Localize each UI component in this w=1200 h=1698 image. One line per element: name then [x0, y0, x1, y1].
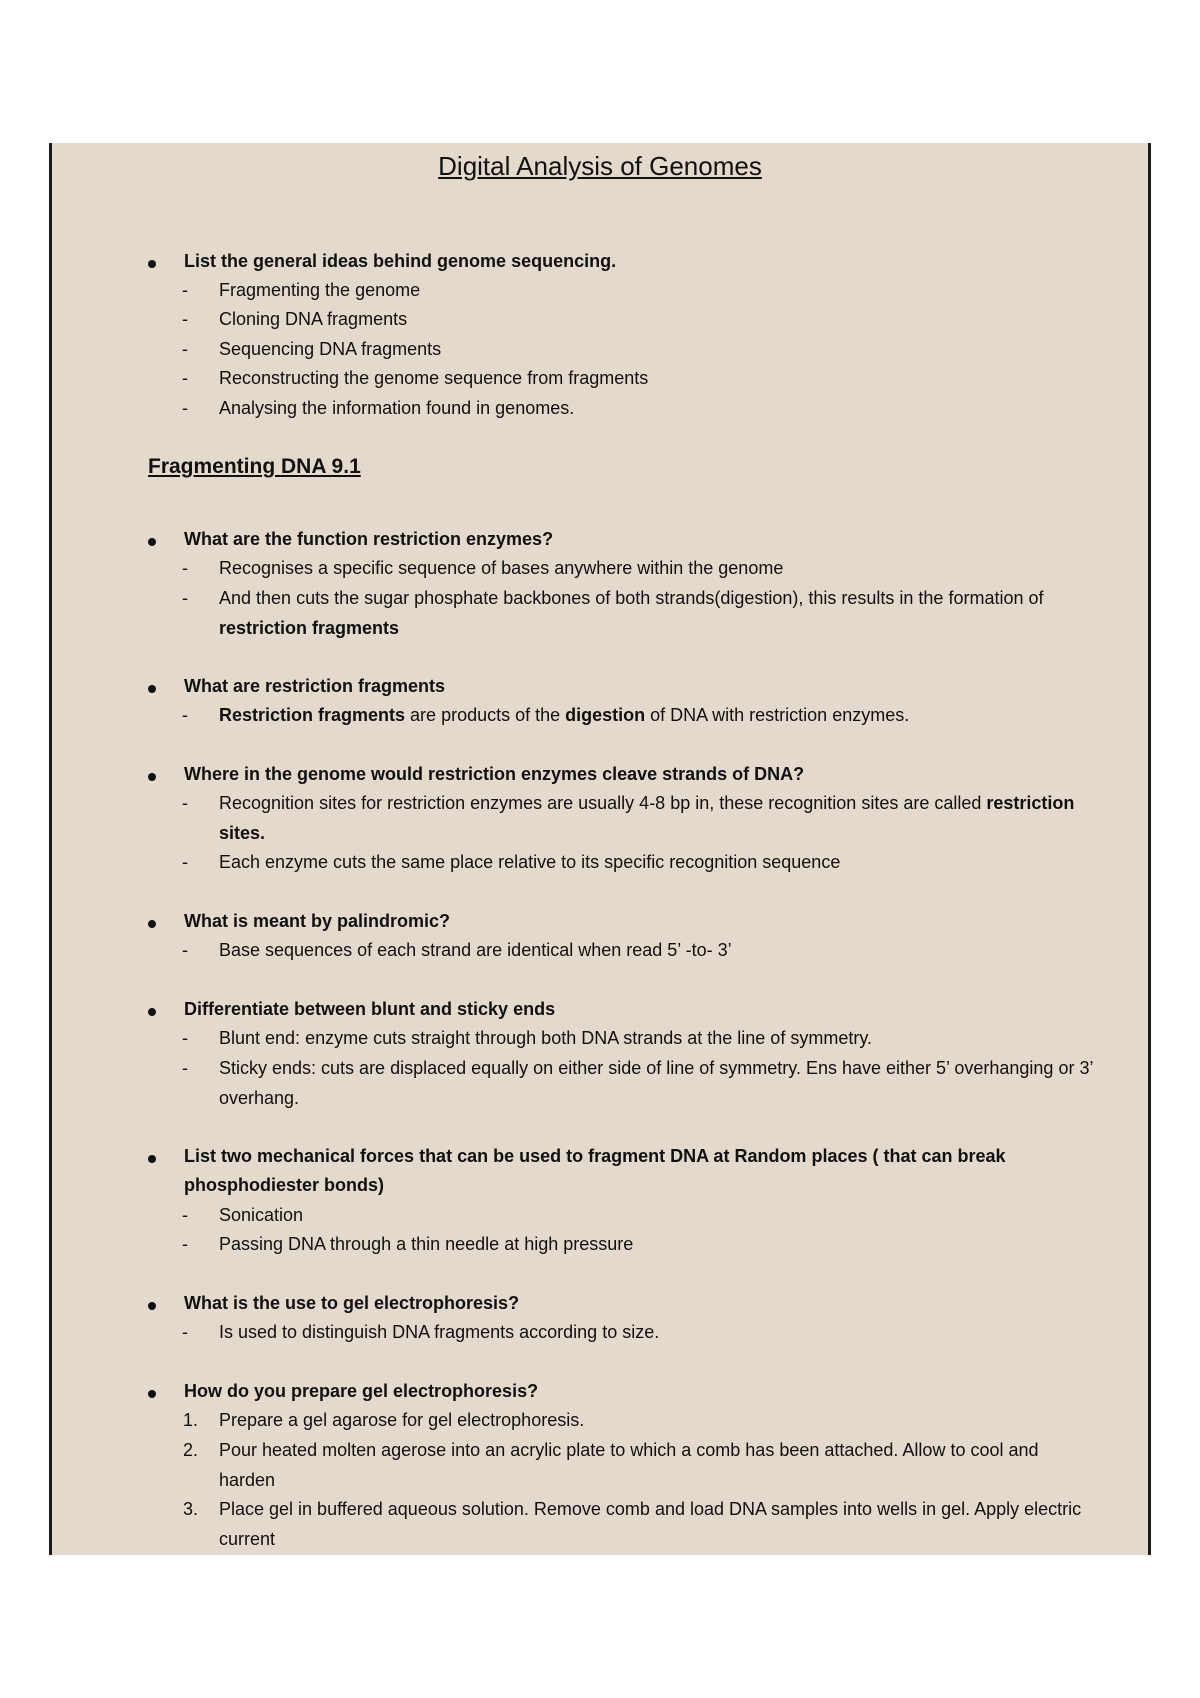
list-item: Cloning DNA fragments — [219, 309, 408, 329]
question-gel-use: What is the use to gel electrophoresis? — [184, 1293, 520, 1313]
dash-marker: - — [182, 1322, 188, 1342]
list-item: Each enzyme cuts the same place relative to its specific recognition sequence — [219, 852, 841, 872]
dash-marker: - — [182, 940, 188, 960]
text-run: of DNA with restriction enzymes. — [645, 705, 910, 725]
bullet-icon — [148, 1008, 156, 1016]
question-cleave-strands: Where in the genome would restriction enzymes cleave strands of DNA? — [184, 764, 805, 784]
step-number: 2. — [183, 1440, 199, 1460]
list-item: Reconstructing the genome sequence from fragments — [219, 368, 649, 388]
list-item: Place gel in buffered aqueous solution. Remove comb and load DNA samples into wells in gel. Apply electric current — [219, 1499, 1082, 1549]
question-mechanical-forces: List two mechanical forces that can be used to fragment DNA at Random places ( that can break phosphodiester bonds) — [184, 1146, 1006, 1195]
list-item: Analysing the information found in genomes. — [219, 398, 575, 418]
dash-marker: - — [182, 1058, 188, 1078]
list-item: Sonication — [219, 1205, 304, 1225]
list-item: Passing DNA through a thin needle at high pressure — [219, 1234, 634, 1254]
dash-marker: - — [182, 339, 188, 359]
bullet-icon — [148, 260, 156, 268]
bullet-icon — [148, 538, 156, 546]
dash-marker: - — [182, 309, 188, 329]
document-page — [49, 143, 1151, 1555]
dash-marker: - — [182, 705, 188, 725]
dash-marker: - — [182, 1234, 188, 1254]
bullet-icon — [148, 685, 156, 693]
dash-marker: - — [182, 793, 188, 813]
bullet-icon — [148, 1302, 156, 1310]
bullet-icon — [148, 920, 156, 928]
dash-marker: - — [182, 588, 188, 608]
dash-marker: - — [182, 1028, 188, 1048]
question-restriction-fragments: What are restriction fragments — [184, 676, 446, 696]
bold-term: restriction fragments — [219, 617, 400, 638]
dash-marker: - — [182, 558, 188, 578]
dash-marker: - — [182, 280, 188, 300]
dash-marker: - — [182, 1205, 188, 1225]
bold-term: Restriction fragments — [219, 705, 406, 725]
bullet-icon — [148, 773, 156, 781]
text-run: are products of the — [405, 705, 566, 725]
list-item: Base sequences of each strand are identical when read 5’ -to- 3’ — [219, 940, 732, 960]
list-item: Blunt end: enzyme cuts straight through both DNA strands at the line of symmetry. — [219, 1028, 872, 1048]
question-restriction-enzymes: What are the function restriction enzymes? — [184, 529, 554, 549]
bullet-icon — [148, 1155, 156, 1163]
bold-term: digestion — [565, 705, 646, 725]
list-item: Fragmenting the genome — [219, 280, 421, 300]
document-title: Digital Analysis of Genomes — [438, 151, 762, 181]
list-item: Recognises a specific sequence of bases anywhere within the genome — [219, 558, 784, 578]
dash-marker: - — [182, 852, 188, 872]
list-item — [219, 789, 1099, 848]
text-run: Recognition sites for restriction enzymes are usually 4-8 bp in, these recognition sites are called — [219, 793, 987, 813]
bullet-icon — [148, 1390, 156, 1398]
step-number: 3. — [183, 1499, 199, 1519]
section-heading: Fragmenting DNA 9.1 — [148, 455, 361, 478]
text-run: And then cuts the sugar phosphate backbones of both strands(digestion), this results in the formation of — [219, 588, 1044, 608]
list-item: Is used to distinguish DNA fragments according to size. — [219, 1322, 660, 1342]
list-item: Sequencing DNA fragments — [219, 339, 442, 359]
list-item: Sticky ends: cuts are displaced equally on either side of line of symmetry. Ens have either 5’ overhanging or 3’ overhang. — [219, 1058, 1093, 1108]
list-item: Prepare a gel agarose for gel electrophoresis. — [219, 1410, 585, 1430]
list-item — [219, 584, 1099, 643]
dash-marker: - — [182, 368, 188, 388]
list-item — [219, 701, 1099, 731]
question-palindromic: What is meant by palindromic? — [184, 911, 451, 931]
dash-marker: - — [182, 398, 188, 418]
question-genome-sequencing: List the general ideas behind genome sequencing. — [184, 251, 617, 271]
bold-term: restriction sites. — [219, 793, 1075, 843]
question-blunt-sticky: Differentiate between blunt and sticky ends — [184, 999, 556, 1019]
step-number: 1. — [183, 1410, 199, 1430]
question-gel-prepare: How do you prepare gel electrophoresis? — [184, 1381, 539, 1401]
list-item: Pour heated molten agerose into an acrylic plate to which a comb has been attached. Allow to cool and harden — [219, 1440, 1039, 1490]
